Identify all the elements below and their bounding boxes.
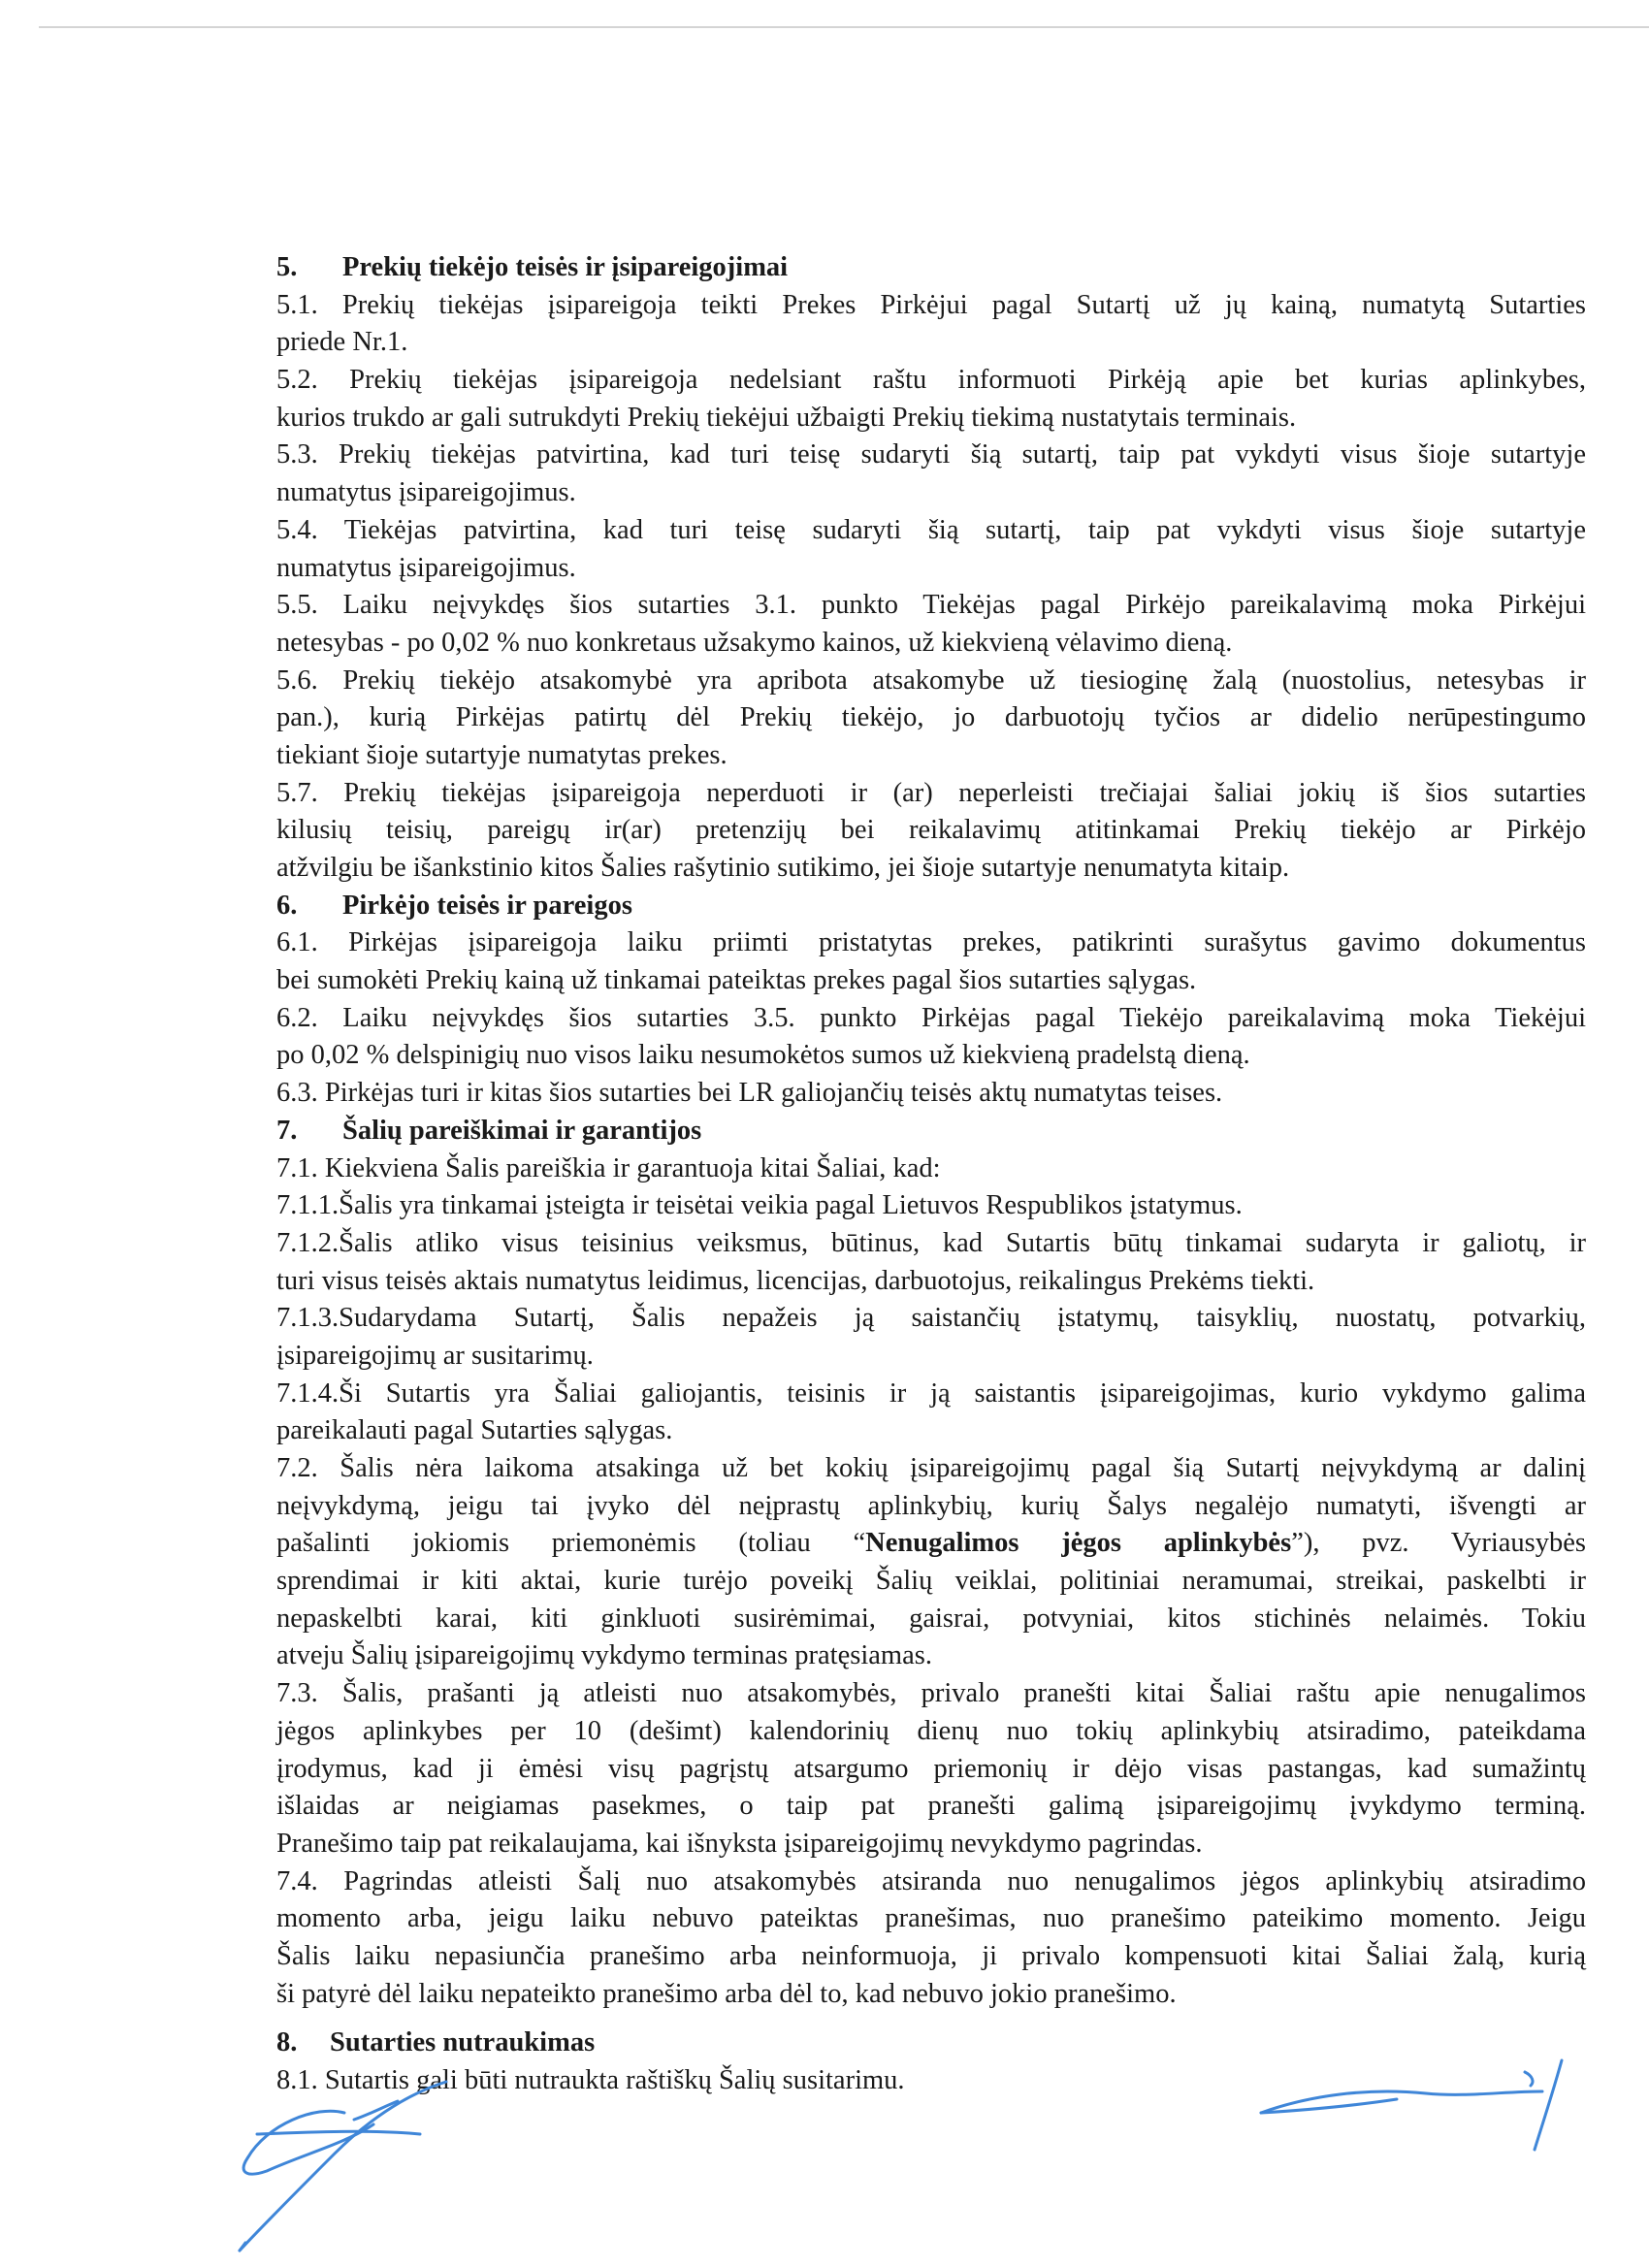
clause-line: atveju Šalių įsipareigojimų vykdymo terminas pratęsiamas. bbox=[276, 1640, 932, 1671]
clause-line: ši patyrė dėl laiku nepateikto pranešimo arba dėl to, kad nebuvo jokio pranešimo. bbox=[276, 1978, 1177, 2009]
scan-edge-line bbox=[39, 26, 1649, 28]
clause-line: tiekiant šioje sutartyje numatytas prekes. bbox=[276, 739, 728, 770]
clause bbox=[276, 663, 1586, 775]
signature-right bbox=[1251, 2057, 1571, 2154]
clause-line: 7.1.3.Sudarydama Sutartį, Šalis nepažeis ją saistančių įstatymų, taisyklių, nuostatų, potvarkių, bbox=[276, 1303, 1586, 1334]
clause-line: momento arba, jeigu laiku nebuvo pateiktas pranešimas, nuo pranešimo pateikimo momento. Jeigu bbox=[276, 1903, 1586, 1934]
clause-line: priede Nr.1. bbox=[276, 327, 408, 358]
clause-line: įrodymus, kad ji ėmėsi visų pagrįstų atsargumo priemonių ir dėjo visas pastangas, kad sumažintų bbox=[276, 1753, 1586, 1784]
clause-text: pašalinti jokiomis priemonėmis (toliau “ bbox=[276, 1528, 866, 1559]
clause-line: išlaidas ar neigiamas pasekmes, o taip pat pranešti galimą įsipareigojimų įvykdymo terminą. bbox=[276, 1791, 1586, 1822]
clause-line: Šalis laiku nepasiunčia pranešimo arba neinformuoja, ji privalo kompensuoti kitai Šaliai žalą, kurią bbox=[276, 1940, 1586, 1971]
section-heading bbox=[276, 1113, 1586, 1150]
clause bbox=[276, 1450, 1586, 1675]
clause-line: atžvilgiu be išankstinio kitos Šalies rašytinio sutikimo, jei šioje sutartyje nenumatyta kitaip. bbox=[276, 853, 1290, 883]
clause-line: 5.4. Tiekėjas patvirtina, kad turi teisę sudaryti šią sutartį, taip pat vykdyti visus šioje sutartyje bbox=[276, 514, 1586, 545]
clause-line: pareikalauti pagal Sutarties sąlygas. bbox=[276, 1415, 673, 1446]
clause bbox=[276, 1150, 1586, 1188]
section-number: 8. bbox=[276, 2027, 298, 2058]
clause-line: nepaskelbti karai, kiti ginkluoti susirėmimai, gaisrai, potvyniai, kitos stichinės nelaimės. Tokiu bbox=[276, 1603, 1586, 1634]
clause-line: 5.6. Prekių tiekėjo atsakomybė yra apribota atsakomybe už tiesioginę žalą (nuostolius, netesybas ir bbox=[276, 664, 1586, 696]
clause-line: jėgos aplinkybes per 10 (dešimt) kalendorinių dienų nuo tokių aplinkybių atsiradimo, pateikdama bbox=[276, 1715, 1586, 1746]
clause-line: 5.2. Prekių tiekėjas įsipareigoja nedelsiant raštu informuoti Pirkėją apie bet kurias aplinkybes, bbox=[276, 365, 1586, 396]
clause-line: 6.3. Pirkėjas turi ir kitas šios sutarties bei LR galiojančių teisės aktų numatytas teises. bbox=[276, 1078, 1223, 1109]
clause-text: ”), pvz. Vyriausybės bbox=[1291, 1528, 1587, 1559]
clause-line: sprendimai ir kiti aktai, kurie turėjo poveikį Šalių veiklai, politiniai neramumai, streikai, paskelbti ir bbox=[276, 1566, 1586, 1597]
clause-line: 6.1. Pirkėjas įsipareigoja laiku priimti pristatytas prekes, patikrinti surašytus gavimo dokumentus bbox=[276, 927, 1586, 958]
clause-line: 8.1. Sutartis gali būti nutraukta raštiškų Šalių susitarimu. bbox=[276, 2065, 905, 2095]
clause-line: neįvykdymą, jeigu tai įvyko dėl neįprastų aplinkybių, kurių Šalys negalėjo numatyti, išvengti ar bbox=[276, 1490, 1586, 1521]
clause-line: kurios trukdo ar gali sutrukdyti Prekių tiekėjui užbaigti Prekių tiekimą nustatytais terminais. bbox=[276, 402, 1297, 433]
clause bbox=[276, 512, 1586, 587]
clause-line: 5.1. Prekių tiekėjas įsipareigoja teikti Prekes Pirkėjui pagal Sutartį už jų kainą, numatytą Sutarties bbox=[276, 289, 1586, 320]
section-number: 5. bbox=[276, 252, 298, 282]
clause-line: turi visus teisės aktais numatytus leidimus, licencijas, darbuotojus, reikalingus Prekėms tiekti. bbox=[276, 1265, 1315, 1296]
clause bbox=[276, 1376, 1586, 1450]
section-title: Pirkėjo teisės ir pareigos bbox=[342, 890, 632, 921]
clause bbox=[276, 287, 1586, 362]
clause-line: 5.7. Prekių tiekėjas įsipareigoja neperduoti ir (ar) neperleisti trečiajai šaliai jokių iš šios sutarties bbox=[276, 777, 1586, 808]
clause bbox=[276, 362, 1586, 437]
clause-line: pan.), kurią Pirkėjas patirtų dėl Prekių tiekėjo, jo darbuotojų tyčios ar didelio nerūpestingumo bbox=[276, 702, 1586, 733]
signature-left bbox=[228, 2076, 635, 2265]
clause-line: kilusių teisių, pareigų ir(ar) pretenzijų bei reikalavimų atitinkamai Prekių tiekėjo ar Pirkėjo bbox=[276, 815, 1586, 846]
clause-line: 7.3. Šalis, prašanti ją atleisti nuo atsakomybės, privalo pranešti kitai Šaliai raštu apie nenugalimos bbox=[276, 1678, 1586, 1709]
clause-line: bei sumokėti Prekių kainą už tinkamai pateiktas prekes pagal šios sutarties sąlygas. bbox=[276, 965, 1197, 996]
clause-line: 5.3. Prekių tiekėjas patvirtina, kad turi teisę sudaryti šią sutartį, taip pat vykdyti visus šioje sutartyje bbox=[276, 439, 1586, 470]
clause-line: 7.1.2.Šalis atliko visus teisinius veiksmus, būtinus, kad Sutartis būtų tinkamai sudaryta ir galiotų, ir bbox=[276, 1227, 1586, 1258]
clause bbox=[276, 587, 1586, 662]
contract-page-body bbox=[276, 249, 1586, 2100]
section-title: Prekių tiekėjo teisės ir įsipareigojimai bbox=[342, 252, 789, 282]
clause-line: įsipareigojimų ar susitarimų. bbox=[276, 1340, 594, 1371]
clause bbox=[276, 1675, 1586, 1863]
clause-line: 7.1.4.Ši Sutartis yra Šaliai galiojantis, teisinis ir ją saistantis įsipareigojimas, kurio vykdymo galima bbox=[276, 1377, 1586, 1409]
clause bbox=[276, 924, 1586, 999]
clause-line: 5.5. Laiku neįvykdęs šios sutarties 3.1. punkto Tiekėjas pagal Pirkėjo pareikalavimą moka Pirkėjui bbox=[276, 590, 1586, 621]
clause bbox=[276, 1863, 1586, 2014]
section-title: Šalių pareiškimai ir garantijos bbox=[342, 1115, 702, 1146]
clause bbox=[276, 1187, 1586, 1225]
clause-line: 7.1.1.Šalis yra tinkamai įsteigta ir teisėtai veikia pagal Lietuvos Respublikos įstatymus. bbox=[276, 1190, 1243, 1221]
clause-line: 6.2. Laiku neįvykdęs šios sutarties 3.5. punkto Pirkėjas pagal Tiekėjo pareikalavimą moka Tiekėjui bbox=[276, 1002, 1586, 1033]
clause bbox=[276, 775, 1586, 888]
section-heading bbox=[276, 888, 1586, 925]
clause bbox=[276, 1075, 1586, 1113]
section-number: 7. bbox=[276, 1115, 298, 1146]
clause-line: 7.1. Kiekviena Šalis pareiškia ir garantuoja kitai Šaliai, kad: bbox=[276, 1152, 941, 1183]
clause-line: 7.4. Pagrindas atleisti Šalį nuo atsakomybės atsiranda nuo nenugalimos jėgos aplinkybių atsiradimo bbox=[276, 1865, 1586, 1896]
section-spacer bbox=[276, 2013, 1586, 2025]
section-number: 6. bbox=[276, 890, 298, 921]
clause-line: numatytus įsipareigojimus. bbox=[276, 477, 576, 508]
clause bbox=[276, 1000, 1586, 1075]
clause-line: po 0,02 % delspinigių nuo visos laiku nesumokėtos sumos už kiekvieną pradelstą dieną. bbox=[276, 1040, 1250, 1071]
section-title: Sutarties nutraukimas bbox=[330, 2027, 596, 2058]
clause-line: numatytus įsipareigojimus. bbox=[276, 552, 576, 583]
clause bbox=[276, 1225, 1586, 1300]
defined-term: Nenugalimos jėgos aplinkybės bbox=[865, 1528, 1292, 1559]
section-heading bbox=[276, 249, 1586, 287]
clause-line: Pranešimo taip pat reikalaujama, kai išnyksta įsipareigojimų nevykdymo pagrindas. bbox=[276, 1828, 1203, 1859]
clause-line bbox=[276, 1525, 1586, 1563]
clause bbox=[276, 437, 1586, 511]
clause-line: netesybas - po 0,02 % nuo konkretaus užsakymo kainos, už kiekvieną vėlavimo dieną. bbox=[276, 627, 1233, 658]
clause-line: 7.2. Šalis nėra laikoma atsakinga už bet kokių įsipareigojimų pagal šią Sutartį neįvykdymą ar dalinį bbox=[276, 1453, 1586, 1483]
clause bbox=[276, 1300, 1586, 1375]
